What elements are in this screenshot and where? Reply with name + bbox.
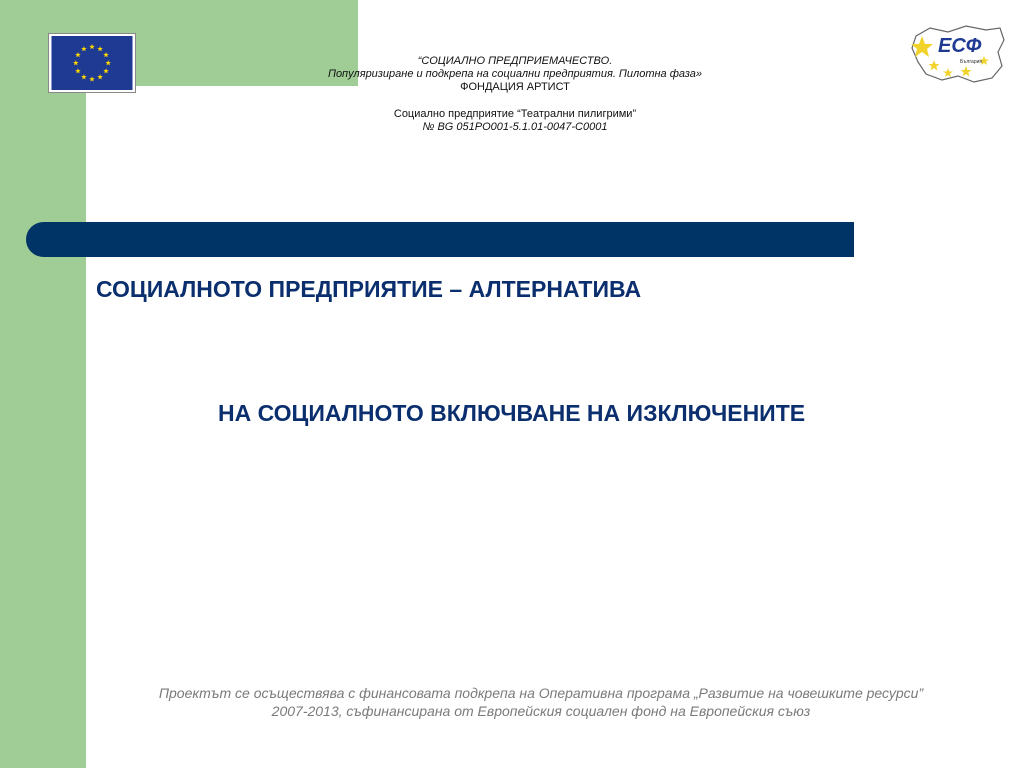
eu-flag-icon bbox=[48, 33, 136, 93]
project-header bbox=[290, 55, 740, 134]
footer-line-1: Проектът се осъществява с финансовата подкрепа на Оперативна програма „Развитие на човешките ресурси” bbox=[158, 685, 924, 701]
content-panel bbox=[86, 86, 1024, 768]
page-subtitle: НА СОЦИАЛНОТО ВКЛЮЧВАНЕ НА ИЗКЛЮЧЕНИТЕ bbox=[218, 400, 806, 426]
esf-logo bbox=[908, 22, 1008, 88]
svg-text:България: България bbox=[960, 59, 983, 65]
header-line-2: Популяризиране и подкрепа на социални предприятия. Пилотна фаза» bbox=[327, 68, 703, 80]
svg-text:ЕСФ: ЕСФ bbox=[938, 35, 982, 57]
navy-divider-bar bbox=[26, 222, 854, 257]
page-title: СОЦИАЛНОТО ПРЕДПРИЯТИЕ – АЛТЕРНАТИВА bbox=[96, 276, 642, 302]
header-line-5: № BG 051PO001-5.1.01-0047-C0001 bbox=[422, 121, 608, 133]
header-line-4: Социално предприятие “Театрални пилигрими” bbox=[393, 108, 637, 120]
footer-line-2: 2007-2013, съфинансирана от Европейския социален фонд на Европейския съюз bbox=[271, 703, 811, 719]
funding-footer bbox=[96, 684, 986, 720]
green-side-band bbox=[0, 0, 86, 768]
header-line-1: “СОЦИАЛНО ПРЕДПРИЕМАЧЕСТВО. bbox=[417, 55, 613, 67]
header-line-3: ФОНДАЦИЯ АРТИСТ bbox=[460, 81, 570, 93]
